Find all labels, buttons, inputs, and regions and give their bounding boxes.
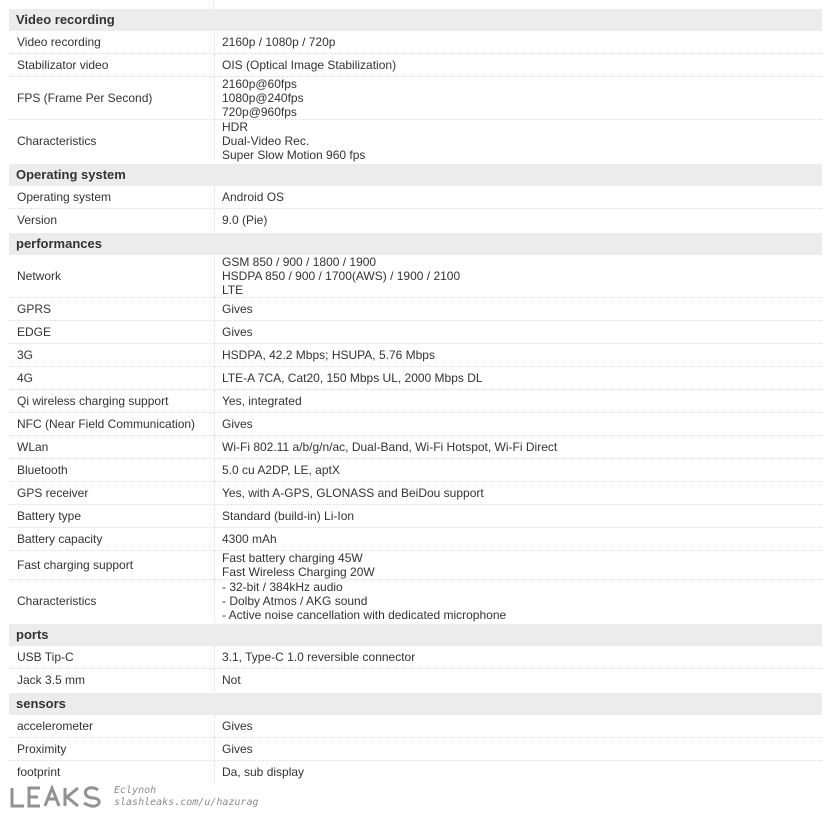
spec-value [215,120,822,162]
spec-value-line: 5.0 cu A2DP, LE, aptX [222,463,340,477]
spec-value [215,738,822,760]
section-title: Video recording [9,9,822,31]
spec-row [9,77,822,120]
spec-row [9,551,822,580]
spec-label: footprint [9,761,215,783]
spec-value [215,551,822,579]
spec-label: Operating system [9,186,215,208]
spec-row [9,54,822,77]
spec-value-line: HSDPA 850 / 900 / 1700(AWS) / 1900 / 2100 [222,269,461,283]
spec-value-line: 4300 mAh [222,532,277,546]
spec-value-line: 2160p / 1080p / 720p [222,35,336,49]
spec-row [9,321,822,344]
spec-value [215,54,822,76]
leaks-logo-icon [8,785,106,809]
spec-value [215,715,822,737]
spec-row [9,646,822,669]
spec-value-line: OIS (Optical Image Stabilization) [222,58,397,72]
spec-row [9,528,822,551]
spec-label: Characteristics [9,120,215,162]
spec-label: NFC (Near Field Communication) [9,413,215,435]
spec-value-line: Gives [222,325,253,339]
spec-value [215,580,822,622]
section-title: sensors [9,693,822,715]
spec-value-line: Gives [222,302,253,316]
spec-value [215,505,822,527]
spec-value-line: 720p@960fps [222,105,297,119]
spec-row [9,209,822,231]
spec-value-line: 1080p@240fps [222,91,304,105]
spec-value [215,209,822,231]
spec-value [215,646,822,668]
spec-label: WLan [9,436,215,458]
spec-label: Battery type [9,505,215,527]
spec-value [215,459,822,481]
spec-value-line: Gives [222,417,253,431]
spec-row [9,436,822,459]
spec-label: 4G [9,367,215,389]
spec-label: FPS (Frame Per Second) [9,77,215,119]
spec-row [9,390,822,413]
spec-value [215,321,822,343]
spec-row [9,344,822,367]
spec-label: Characteristics [9,580,215,622]
spec-value-line: Standard (build-in) Li-Ion [222,509,355,523]
spec-value-line: Gives [222,742,253,756]
spec-row [9,715,822,738]
spec-value [215,528,822,550]
spec-value-line: Fast battery charging 45W [222,551,363,565]
spec-value-line: HSDPA, 42.2 Mbps; HSUPA, 5.76 Mbps [222,348,435,362]
spec-value-line: LTE [222,283,244,297]
spec-label: USB Tip-C [9,646,215,668]
spec-row [9,31,822,54]
spec-row [9,186,822,209]
spec-value-line: Fast Wireless Charging 20W [222,565,375,579]
spec-value [215,367,822,389]
spec-row [9,367,822,390]
spec-value [215,390,822,412]
spec-value [215,298,822,320]
spec-value-line: GSM 850 / 900 / 1800 / 1900 [222,255,377,269]
spec-row [9,738,822,761]
spec-value-line: HDR [222,120,248,134]
spec-label: Version [9,209,215,231]
spec-section [9,9,822,162]
spec-value-line: Android OS [222,190,285,204]
watermark-line-1: Eclynoh [114,785,157,796]
watermark-line-2: slashleaks.com/u/hazurag [114,797,259,808]
spec-value-line: Yes, integrated [222,394,302,408]
spec-row [9,459,822,482]
spec-value-line: Not [222,673,241,687]
spec-value [215,186,822,208]
spec-label: EDGE [9,321,215,343]
spec-label: GPRS [9,298,215,320]
spec-row [9,482,822,505]
spec-label: Network [9,255,215,297]
spec-section [9,624,822,691]
spec-label: Stabilizator video [9,54,215,76]
spec-value [215,77,822,119]
spec-section [9,693,822,783]
spec-sheet [9,0,822,783]
section-title: Operating system [9,164,822,186]
spec-label: Jack 3.5 mm [9,669,215,691]
spec-value [215,761,822,783]
spec-value [215,482,822,504]
spec-label: Fast charging support [9,551,215,579]
section-title: ports [9,624,822,646]
spec-section [9,164,822,231]
spec-value [215,344,822,366]
spec-row [9,298,822,321]
spec-value [215,255,822,297]
spec-label: Bluetooth [9,459,215,481]
spec-value-line: Gives [222,719,253,733]
spec-label: accelerometer [9,715,215,737]
spec-value-line: Yes, with A-GPS, GLONASS and BeiDou support [222,486,484,500]
spec-row [9,580,822,622]
spec-value-line: - Active noise cancellation with dedicated microphone [222,608,507,622]
spec-value-line: Da, sub display [222,765,305,779]
spec-label: Battery capacity [9,528,215,550]
spec-row [9,505,822,528]
spec-row [9,255,822,298]
spec-value-line: Wi-Fi 802.11 a/b/g/n/ac, Dual-Band, Wi-Fi Hotspot, Wi-Fi Direct [222,440,558,454]
spec-value-line: 3.1, Type-C 1.0 reversible connector [222,650,416,664]
spec-section [9,233,822,622]
spec-label: Proximity [9,738,215,760]
spec-value-line: - Dolby Atmos / AKG sound [222,594,368,608]
spec-label: Qi wireless charging support [9,390,215,412]
spec-value-line: Dual-Video Rec. [222,134,310,148]
spec-value-line: Super Slow Motion 960 fps [222,148,366,162]
spec-value [215,436,822,458]
spec-label: Video recording [9,31,215,53]
spec-value [215,31,822,53]
spec-value [215,669,822,691]
spec-label: GPS receiver [9,482,215,504]
spec-value-line: 9.0 (Pie) [222,213,268,227]
section-title: performances [9,233,822,255]
spec-value-line: 2160p@60fps [222,77,297,91]
watermark [8,784,259,810]
spec-value-line: LTE-A 7CA, Cat20, 150 Mbps UL, 2000 Mbps DL [222,371,483,385]
spec-row [9,413,822,436]
watermark-caption [114,785,259,809]
spec-label: 3G [9,344,215,366]
spec-value-line: - 32-bit / 384kHz audio [222,580,343,594]
spec-row [9,761,822,783]
spec-row [9,120,822,162]
spec-value [215,413,822,435]
spec-row [9,669,822,691]
